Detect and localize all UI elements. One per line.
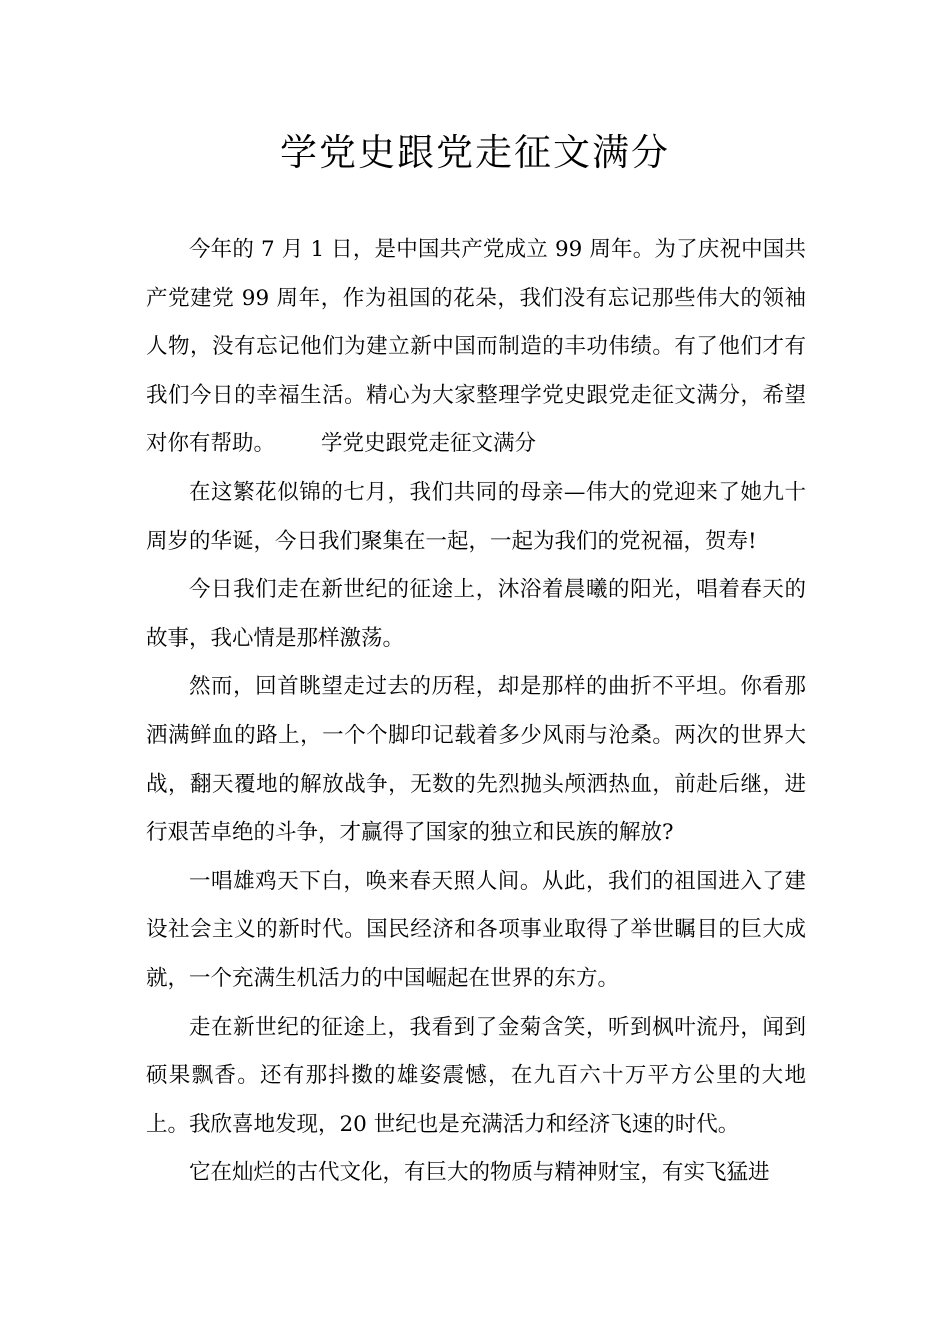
body-paragraph: 一唱雄鸡天下白，唤来春天照人间。从此，我们的祖国进入了建设社会主义的新时代。国民经济和各项事业取得了举世瞩目的巨大成就，一个充满生机活力的中国崛起在世界的东方。: [146, 868, 806, 991]
intro-text: 今年的 7 月 1 日，是中国共产党成立 99 周年。为了庆祝中国共产党建党 99 周年，作为祖国的花朵，我们没有忘记那些伟大的领袖人物，没有忘记他们为建立新中国而制造的丰功伟绩。有了他们才有我们今日的幸福生活。精心为大家整理学党史跟党走征文满分，希望对你有帮助。: [146, 237, 806, 457]
inline-heading: 学党史跟党走征文满分: [321, 431, 537, 457]
document-body: [146, 226, 806, 1198]
body-paragraph: 它在灿烂的古代文化，有巨大的物质与精神财宝，有实飞猛进: [189, 1160, 770, 1186]
intro-paragraph: [146, 226, 806, 469]
body-paragraph: 走在新世纪的征途上，我看到了金菊含笑，听到枫叶流丹，闻到硕果飘香。还有那抖擞的雄姿震憾，在九百六十万平方公里的大地上。我欣喜地发现，20 世纪也是充满活力和经济飞速的时代。: [146, 1014, 806, 1137]
body-paragraph: 今日我们走在新世纪的征途上，沐浴着晨曦的阳光，唱着春天的故事，我心情是那样激荡。: [146, 577, 806, 651]
document-title: 学党史跟党走征文满分: [280, 131, 670, 174]
body-paragraph: 在这繁花似锦的七月，我们共同的母亲—伟大的党迎来了她九十周岁的华诞，今日我们聚集在一起，一起为我们的党祝福，贺寿!: [146, 479, 806, 554]
body-paragraph: 然而，回首眺望走过去的历程，却是那样的曲折不平坦。你看那洒满鲜血的路上，一个个脚印记载着多少风雨与沧桑。两次的世界大战，翻天覆地的解放战争，无数的先烈抛头颅洒热血，前赴后继，进行艰苦卓绝的斗争，才赢得了国家的独立和民族的解放?: [146, 674, 806, 846]
